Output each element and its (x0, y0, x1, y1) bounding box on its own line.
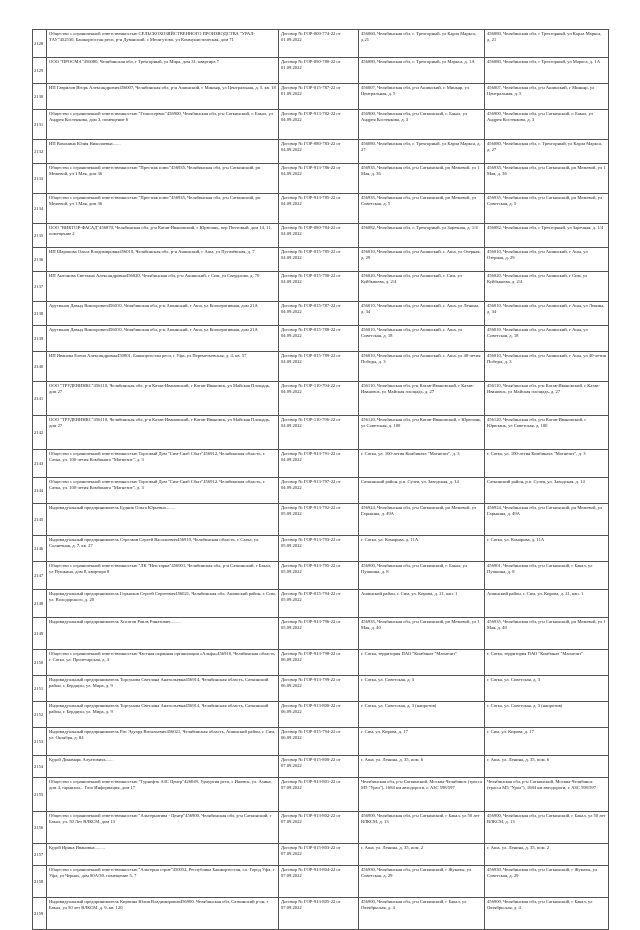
legal-address-cell: 456900, Челябинская обл, р-н Саткинский, г Бакал, ул Октябрьская, д. 4 (485, 898, 609, 930)
legal-address-cell: 456935, Челябинская обл, р-н Саткинский, рп Межевой, ул 1 Мая, д. 36 (485, 164, 609, 194)
object-address-cell: г. Сатка, ул. 100-летия Комбината "Магнезит", д. 3 (359, 450, 485, 478)
contract-cell: Договор № ГОР-913-799-22 от 06.09.2022 (279, 676, 359, 702)
legal-address-cell: 456110, Челябинская обл, р-н Катав-Ивановский, г Катав-Ивановск, ул Майская площадь, д. 27 (485, 382, 609, 416)
table-row (33, 778, 609, 812)
table-row (33, 898, 609, 930)
organization-cell: Общество с ограниченной ответственностью Торговый Дом "Сим-Снаб Сбыт"456912, Челябинская область, г. Сатка, ул. 100-летия Комбината "Магнезит", д. 3 (47, 450, 279, 478)
legal-address-cell: 456080, Челябинская обл, г Трехгорный, ул Карла Маркса, д. 21 (485, 30, 609, 58)
row-number: 2128 (33, 30, 47, 58)
row-number: 2142 (33, 416, 47, 450)
table-row (33, 140, 609, 164)
row-number: 2159 (33, 898, 47, 930)
organization-cell: Индивидуальный предприниматель Кирпина Юлия Владимировна456900, Челябинская обл, Саткинский р-он, г Бакал, ул 50 лет ВЛКСМ, д. 9, кв. 120 (47, 898, 279, 930)
table-row (33, 590, 609, 618)
table-row (33, 248, 609, 272)
object-address-cell: 456930, Челябинская обл, р-н Саткинский, г Жуматы, ул Советская, д. 29 (359, 866, 485, 898)
legal-address-cell: 456010, Челябинская обл, р-н Ашинский, г Аша, ул 40-летия Победы, д. 3 (485, 352, 609, 382)
legal-address-cell: 456080, Челябинская обл, г. Трехгорный, ул Карла Маркса, д. 27 (485, 140, 609, 164)
table-row (33, 536, 609, 562)
row-number: 2147 (33, 562, 47, 590)
table-row (33, 650, 609, 676)
object-address-cell: 456900, Челябинская обл, р-н Саткинский, г Бакал, ул 50 лет ВЛКСМ, д. 13 (359, 812, 485, 844)
table-row (33, 194, 609, 224)
row-number: 2139 (33, 326, 47, 352)
object-address-cell: г. Аша, ул. Ленина, д. 35, пом. 2 (359, 844, 485, 866)
organization-cell: Индивидуальный предприниматель Стрелков Сергей Васильевич456910, Челябинская область, г. Сатка, ул. Солнечная, д. 7, кв. 27 (47, 536, 279, 562)
organization-cell: Общество с ограниченной ответственностью "ЛК "Неп тарна"456901, Челябинская обл, р-н Саткинский, г Бакал, ул Пушкина, дом 8, квартира 8 (47, 562, 279, 590)
legal-address-cell: 456010, Челябинская обл, р-н Ашинский, г Аша, ул Советская, д. 18 (485, 326, 609, 352)
legal-address-cell: 456900, Челябинская обл, р-н Саткинский, г Бакал, ул 50 лет ВЛКСМ, д. 13 (485, 812, 609, 844)
object-address-cell: 456010, Челябинская обл, р-н Ашинский, г. Аша, ул Советская, д. 18 (359, 326, 485, 352)
table-row (33, 812, 609, 844)
table-row (33, 756, 609, 778)
object-address-cell: 456060, Челябинская обл, г. Трехгорный, ул Карла Маркса, д.21 (359, 30, 485, 58)
object-address-cell: 456900, Челябинская обл, р-н Саткинский, г. Бакал, ул Андрея Костенкова, д. 3 (359, 110, 485, 140)
object-address-cell: Челябинская обл, р-н Саткинский, Москва-Челябинск (трасса М5 "Урал"), 1684 км автодороги, г. АЗС 598/597 (359, 778, 485, 812)
object-address-cell: 456900, Челябинская обл, р-н Саткинский, г. Бакал, ул Пушкина, д. 8 (359, 562, 485, 590)
contract-cell: Договор № ГОР-015-788-22 от 04.09.2022 (279, 326, 359, 352)
table-row (33, 618, 609, 650)
organization-cell: Индивидуальный предприниматель Торсунова Светлана Анатольевна456914, Челябинская область, Саткинский район, г. Бердяуш, ул. Мира, д. 9 (47, 676, 279, 702)
legal-address-cell: Челябинская обл, р-н Саткинский, Москва-Челябинск (трасса М5 "Урал"), 1684 км автодороги, г. АЗС 598/597 (485, 778, 609, 812)
contract-cell: Договор № ГОР-913-798-22 от 06.09.2022 (279, 650, 359, 676)
legal-address-cell: 456082, Челябинская обл, г Трехгорный, ул Заречная, д. 1/4 (485, 224, 609, 248)
contract-cell: Договор № ГОР-080-784-22 от 04.09.2022 (279, 224, 359, 248)
contract-cell: Договор № ГОР-015-790-22 от 04.09.2022 (279, 272, 359, 302)
legal-address-cell: 456935, Челябинская обл, р-н Саткинский, рп Межевой, ул 1 Мая, д. 40 (485, 618, 609, 650)
object-address-cell: 456900, Челябинская обл, р-н Саткинский, г Бакал, ул Октябрьская, д. 4 (359, 898, 485, 930)
organization-cell: Общество с ограниченной ответственностью "Альтернатива - Центр"456900, Челябинская обл, р-н Саткинский, г Бакал, ул. 50 Лет ВЛКСМ, дом 13 (47, 812, 279, 844)
table-row (33, 844, 609, 866)
legal-address-cell: г. Сим, ул. Кирова, д. 17 (485, 728, 609, 756)
object-address-cell: 456010, Челябинская обл, р-н Ашинский, г. Аша, ул Озерная, д. 29 (359, 248, 485, 272)
contract-cell: Договор № ГОР-913-796-22 от 05.09.2022 (279, 618, 359, 650)
object-address-cell: 456010, Челябинская обл, р-н Ашинский, г. Аша, ул Ленина, д. 34 (359, 302, 485, 326)
contract-cell: Договор № ГОР-913-805-22 от 07.09.2022 (279, 898, 359, 930)
object-address-cell: 456080, Челябинская обл, г. Трехгорный, ул Карла Маркса, д. 27 (359, 140, 485, 164)
legal-address-cell: г. Сатка, ул. Комарова, д. 11А (485, 536, 609, 562)
table-row (33, 326, 609, 352)
contract-cell: Договор № ГОР-913-785-22 от 04.09.2022 (279, 194, 359, 224)
row-number: 2152 (33, 702, 47, 728)
table-row (33, 866, 609, 898)
legal-address-cell: г. Сатка, территория ПАО "Комбинат "Магнезит" (485, 650, 609, 676)
table-row (33, 728, 609, 756)
organization-cell: Кудой Динамарь Алуатовичь....... (47, 756, 279, 778)
organization-cell: Общество с ограниченной ответственностью Торговый Дом "Сим-Снаб Сбыт"456912, Челябинская область, г. Сатка, ул. 100-летия Комбината "Магнезит", д. 3 (47, 478, 279, 504)
table-row (33, 84, 609, 110)
contract-cell: Договор № ГОР-913-797-22 от 04.09.2022 (279, 478, 359, 504)
contract-cell: Договор № ГОР-913-792-22 от 05.09.2022 (279, 504, 359, 536)
row-number: 2144 (33, 478, 47, 504)
object-address-cell: 456110, Челябинская обл, р-н Катав-Ивановский, г Катав-Ивановск, ул Майская площадь, д. 27 (359, 382, 485, 416)
organization-cell: ИП Шарапова Ольга Владимировна456010, Челябинская обл, р-н Ашинский, г Аша, ул Пугачёвская, д. 7 (47, 248, 279, 272)
object-address-cell: Ашинский район, г. Сим, ул. Кирова, д. 21, кап. 1 (359, 590, 485, 618)
organization-cell: Общество с ограниченной ответственностью СЕЛЬСКОХОЗЯЙСТВЕННОГО ПРОИЗВОДСТВА "УРАЛ-ТАУ"452530, Башкортостан респ, р-н Дуванский, с Месягутово, ул Коммунистическая, дом 71 (47, 30, 279, 58)
contract-cell: Договор № ГОР-015-785-22 от 04.09.2022 (279, 248, 359, 272)
organization-cell: ИП Иванова Елена Александровна450001, Башкортостан респ, г Уфа, ул Переметьевская, д. 4, кв. 57 (47, 352, 279, 382)
organization-cell: Индивидуальный предприниматель Будник Ольга Юрьевна........ (47, 504, 279, 536)
table-row (33, 416, 609, 450)
contract-cell: Договор № ГОР-015-800-22 от 07.09.2022 (279, 756, 359, 778)
contract-cell: Договор № ГОР-913-804-22 от 07.09.2022 (279, 866, 359, 898)
row-number: 2130 (33, 84, 47, 110)
contract-cell: Договор № ГОР-015-789-22 от 04.09.2022 (279, 352, 359, 382)
row-number: 2151 (33, 676, 47, 702)
row-number: 2137 (33, 272, 47, 302)
legal-address-cell: 456010, Челябинская обл, р-н Ашинский, г Аша, ул Ленина, д. 34 (485, 302, 609, 326)
organization-cell: ООО "ТРУДЕВИНКС"456110, Челябинская обл, р-н Катав-Ивановский, г Катав-Ивановск, ул Майская Площадь, дом 27 (47, 416, 279, 450)
legal-address-cell: Ашинский район, г. Сим, ул. Кирова, д. 21, кап. 1 (485, 590, 609, 618)
row-number: 2154 (33, 756, 47, 778)
table-row (33, 504, 609, 536)
organization-cell: Арутюнов Давыд Викторович456010, Челябинская обл, р-н Ашинский, г Аша, ул Кооперативная, дом 21А (47, 326, 279, 352)
row-number: 2158 (33, 866, 47, 898)
row-number: 2134 (33, 194, 47, 224)
row-number: 2150 (33, 650, 47, 676)
contract-cell: Договор № ГОР-015-787-22 от 01.09.2022 (279, 84, 359, 110)
object-address-cell: г. Сатка, ул. Советская, д. 3 (напротив) (359, 702, 485, 728)
registry-table (32, 29, 609, 930)
table-row (33, 702, 609, 728)
object-address-cell: 456020, Челябинская обл, р-н Ашинский, г. Сим, ул Куйбышева, д. 2/4 (359, 272, 485, 302)
row-number: 2145 (33, 504, 47, 536)
row-number: 2156 (33, 812, 47, 844)
legal-address-cell: 456935, Челябинская обл, р-н Саткинский, рп Межевой, ул Советская, д. 5 (485, 194, 609, 224)
contract-cell: Договор № ГОР-110-794-22 от 04.09.2022 (279, 382, 359, 416)
object-address-cell: г. Сатка, ул. Комарова, д. 11А (359, 536, 485, 562)
object-address-cell: 456935, Челябинская обл, р-н Саткинский, рп Межевой, ул Советская, д. 5 (359, 194, 485, 224)
row-number: 2131 (33, 110, 47, 140)
table-row (33, 302, 609, 326)
table-row (33, 110, 609, 140)
contract-cell: Договор № ГОР-913-786-22 от 04.09.2022 (279, 164, 359, 194)
organization-cell: ООО "ТРУДЕВИНКС"456110, Челябинская обл, р-н Катав-Ивановский, г Катав-Ивановск, ул Майская Площадь, дом 27 (47, 382, 279, 416)
legal-address-cell: 456007, Челябинская обл, р-н Ашинский, г Миньяр, ул Центральная, д. 5 (485, 84, 609, 110)
legal-address-cell: 456080, Челябинская обл, г Трехгорный, ул Маркса, д. 1А (485, 58, 609, 84)
object-address-cell: г. Сатка, ул. Советская, д. 3 (359, 676, 485, 702)
table-row (33, 478, 609, 504)
contract-cell: Договор № ГОР-090-780-22 от 01.09.2022 (279, 58, 359, 84)
table-row (33, 164, 609, 194)
legal-address-cell: 456010, Челябинская обл, р-н Ашинский, г Аша, ул Озерная, д. 29 (485, 248, 609, 272)
organization-cell: Индивидуальный предприниматель Торсунова Светлана Анатольевна456914, Челябинская область, Саткинский район, г. Бердяуш, ул. Мира, д. 9 (47, 702, 279, 728)
object-address-cell: 456120, Челябинская обл, р-н Катав-Ивановский, г Юрюзань, ул Советская, д. 100 (359, 416, 485, 450)
table-row (33, 30, 609, 58)
object-address-cell: 456010, Челябинская обл, р-н Ашинский, г. Аша, ул 40-летия Победы, д. 3 (359, 352, 485, 382)
organization-cell: ИП Вахонина Юлия Николаевна....... (47, 140, 279, 164)
contract-cell: Договор № ГОР-110-796-22 от 04.09.2022 (279, 416, 359, 450)
organization-cell: Индивидуальный предприниматель Рис Эдуард Витальевич456021, Челябинская область, Ашинский район, г. Сим, ул. Октября, д. 84 (47, 728, 279, 756)
table-row (33, 224, 609, 248)
legal-address-cell: 456020, Челябинская обл, р-н Ашинский, г Сим, ул Куйбышева, д. 2/4 (485, 272, 609, 302)
organization-cell: ИП Гаврилов Игорь Александрович456007, Челябинская обл, р-н Ашинский, г Миньяр, ул Центральная, д. 5, кв. 18 (47, 84, 279, 110)
contract-cell: Договор № ГОР-913-802-22 от 07.09.2022 (279, 812, 359, 844)
contract-cell: Договор № ГОР-913-791-22 от 04.09.2022 (279, 450, 359, 478)
row-number: 2141 (33, 382, 47, 416)
object-address-cell: 456935, Челябинская обл, р-н Саткинский, рп Межевой, ул 1 Мая, д. 40 (359, 618, 485, 650)
row-number: 2133 (33, 164, 47, 194)
object-address-cell: г. Аша, ул. Ленина, д. 35, пом. 6 (359, 756, 485, 778)
object-address-cell: Саткинский район, р.п. Сулея, ул. Заводская, д. 14 (359, 478, 485, 504)
contract-cell: Договор № ГОР-913-795-22 от 05.09.2022 (279, 562, 359, 590)
organization-cell: Общество с ограниченной ответственностью "Престиж плюс"456935, Челябинская обл, р-н Саткинский, рп Межевой, ул 1 Мая, дом 36 (47, 164, 279, 194)
row-number: 2135 (33, 224, 47, 248)
organization-cell: Индивидуальный предприниматель Хисатов Раиль Ринатович......... (47, 618, 279, 650)
object-address-cell: 456080, Челябинская обл, г. Трехгорный, ул Маркса, д. 1А (359, 58, 485, 84)
legal-address-cell: 456924, Челябинская обл, р-н Саткинский, рп Межевой, ул Гарькина, д. 49А (485, 504, 609, 536)
legal-address-cell: г. Аша, ул. Ленина, д. 35, пом. 6 (485, 756, 609, 778)
organization-cell: Общество с ограниченной ответственностью "Гелиосервис"456900, Челябинская обл, р-н Саткинский, г. Бакал, ул Андрея Костенкова, дом 3, помещение 6 (47, 110, 279, 140)
row-number: 2136 (33, 248, 47, 272)
organization-cell: Общество с ограниченной ответственностью "Альтерна стрит"450052, Республика Башкортостан, г.о. Город Уфа, г Уфа, ул Чернах, дом 80А/30, помещение 5, 7 (47, 866, 279, 898)
contract-cell: Договор № ГОР-000-774-22 от 01.09.2022 (279, 30, 359, 58)
row-number: 2157 (33, 844, 47, 866)
contract-cell: Договор № ГОР-913-793-22 от 05.09.2022 (279, 536, 359, 562)
row-number: 2132 (33, 140, 47, 164)
legal-address-cell: 456120, Челябинская обл, р-н Катав-Ивановский, г Юрюзань, ул Советская, д. 100 (485, 416, 609, 450)
legal-address-cell: г. Сатка, ул. Советская, д. 3 (485, 676, 609, 702)
row-number: 2146 (33, 536, 47, 562)
legal-address-cell: 456900, Челябинская обл, р-н Саткинский, г. Бакал, ул Андрея Костенкова, д. 3 (485, 110, 609, 140)
organization-cell: ИП Антонова Светлана Александровна456020, Челябинская обл, р-н Ашинский, г Сим, ул Свердлова, д. 70 (47, 272, 279, 302)
object-address-cell: г. Сим, ул. Кирова, д. 17 (359, 728, 485, 756)
object-address-cell: 456935, Челябинская обл, р-н Саткинский, рп Межевой, ул 1 Мая, д. 36 (359, 164, 485, 194)
registry-rows (33, 30, 609, 930)
table-row (33, 272, 609, 302)
organization-cell: Индивидуальный предприниматель Горьшков Сергей Сергеевич456021, Челябинская обл, Ашинский район, г. Сим, ул. Володарского, д. 20 (47, 590, 279, 618)
organization-cell: Кудой Ирина Ивановна......... (47, 844, 279, 866)
table-row (33, 352, 609, 382)
contract-cell: Договор № ГОР-913-800-22 от 06.09.2022 (279, 702, 359, 728)
contract-cell: Договор № ГОР-015-787-22 от 04.09.2022 (279, 302, 359, 326)
organization-cell: ООО "ВИКТОР-ФАСАД"456870, Челябинская обл, р-н Катав-Ивановский, г Юрюзань, пер Почтовый, дом 14, 11, помещение 2 (47, 224, 279, 248)
organization-cell: Арутюнов Давыд Викторович456010, Челябинская обл, р-н Ашинский, г Аша, ул Кооперативная, дом 21А (47, 302, 279, 326)
legal-address-cell: г. Сатка, ул. Советская, д. 3 (напротив) (485, 702, 609, 728)
table-row (33, 676, 609, 702)
registry-document (32, 29, 608, 930)
object-address-cell: 456924, Челябинская обл, р-н Саткинский, рп Межевой, ул Гарькина, д. 49А (359, 504, 485, 536)
organization-cell: Общество с ограниченной ответственностью "Престиж плюс"456935, Челябинская обл, р-н Саткинский, рп Межевой, ул 1 Мая, дом 36 (47, 194, 279, 224)
organization-cell: Общество с ограниченной ответственностью "Турнефть АЗС Центр"426049, Удмуртия респ, г Ижевск, ул. Азина, дом 4, гарнизон... Газо Информация, дом 17 (47, 778, 279, 812)
table-row (33, 562, 609, 590)
legal-address-cell: 456930, Челябинская обл, р-н Саткинский, г Жуматы, ул Советская, д. 29 (485, 866, 609, 898)
organization-cell: ООО "ПРОСМА"456080, Челябинская обл, г Трехгорный, ул Мира, дом 31, квартира 7 (47, 58, 279, 84)
organization-cell: Общество с ограниченной ответственностью Частная охранная организация «Альфа»456918, Челябинская область, г. Сатка, ул. Пролетарская, д. 3 (47, 650, 279, 676)
row-number: 2153 (33, 728, 47, 756)
contract-cell: Договор № ГОР-015-794-22 от 05.09.2022 (279, 590, 359, 618)
table-row (33, 58, 609, 84)
row-number: 2129 (33, 58, 47, 84)
contract-cell: Договор № ГОР-913-782-22 от 04.09.2022 (279, 110, 359, 140)
row-number: 2143 (33, 450, 47, 478)
row-number: 2155 (33, 778, 47, 812)
table-row (33, 450, 609, 478)
object-address-cell: 456007, Челябинская обл, р-н Ашинский, г. Миньяр, ул Центральная, д. 5 (359, 84, 485, 110)
contract-cell: Договор № ГОР-015-794-22 от 06.09.2022 (279, 728, 359, 756)
contract-cell: Договор № ГОР-015-803-22 от 07.09.2022 (279, 844, 359, 866)
table-row (33, 382, 609, 416)
row-number: 2149 (33, 618, 47, 650)
row-number: 2138 (33, 302, 47, 326)
legal-address-cell: г. Аша, ул. Ленина, д. 35, пом. 2 (485, 844, 609, 866)
row-number: 2148 (33, 590, 47, 618)
legal-address-cell: г. Сатка, ул. 100-летия Комбината "Магнезит", д. 3 (485, 450, 609, 478)
object-address-cell: г. Сатка, территория ПАО "Комбинат "Магнезит" (359, 650, 485, 676)
object-address-cell: 456082, Челябинская обл, г. Трехгорный, ул Заречная, д. 1/4 (359, 224, 485, 248)
row-number: 2140 (33, 352, 47, 382)
legal-address-cell: 456901, Челябинская обл, р-н Саткинский, г Бакал, ул Пушкина, д. 8 (485, 562, 609, 590)
contract-cell: Договор № ГОР-080-783-22 от 04.09.2022 (279, 140, 359, 164)
contract-cell: Договор № ГОР-913-801-22 от 07.09.2022 (279, 778, 359, 812)
legal-address-cell: Саткинский район, р.п. Сулея, ул. Заводская, д. 14 (485, 478, 609, 504)
